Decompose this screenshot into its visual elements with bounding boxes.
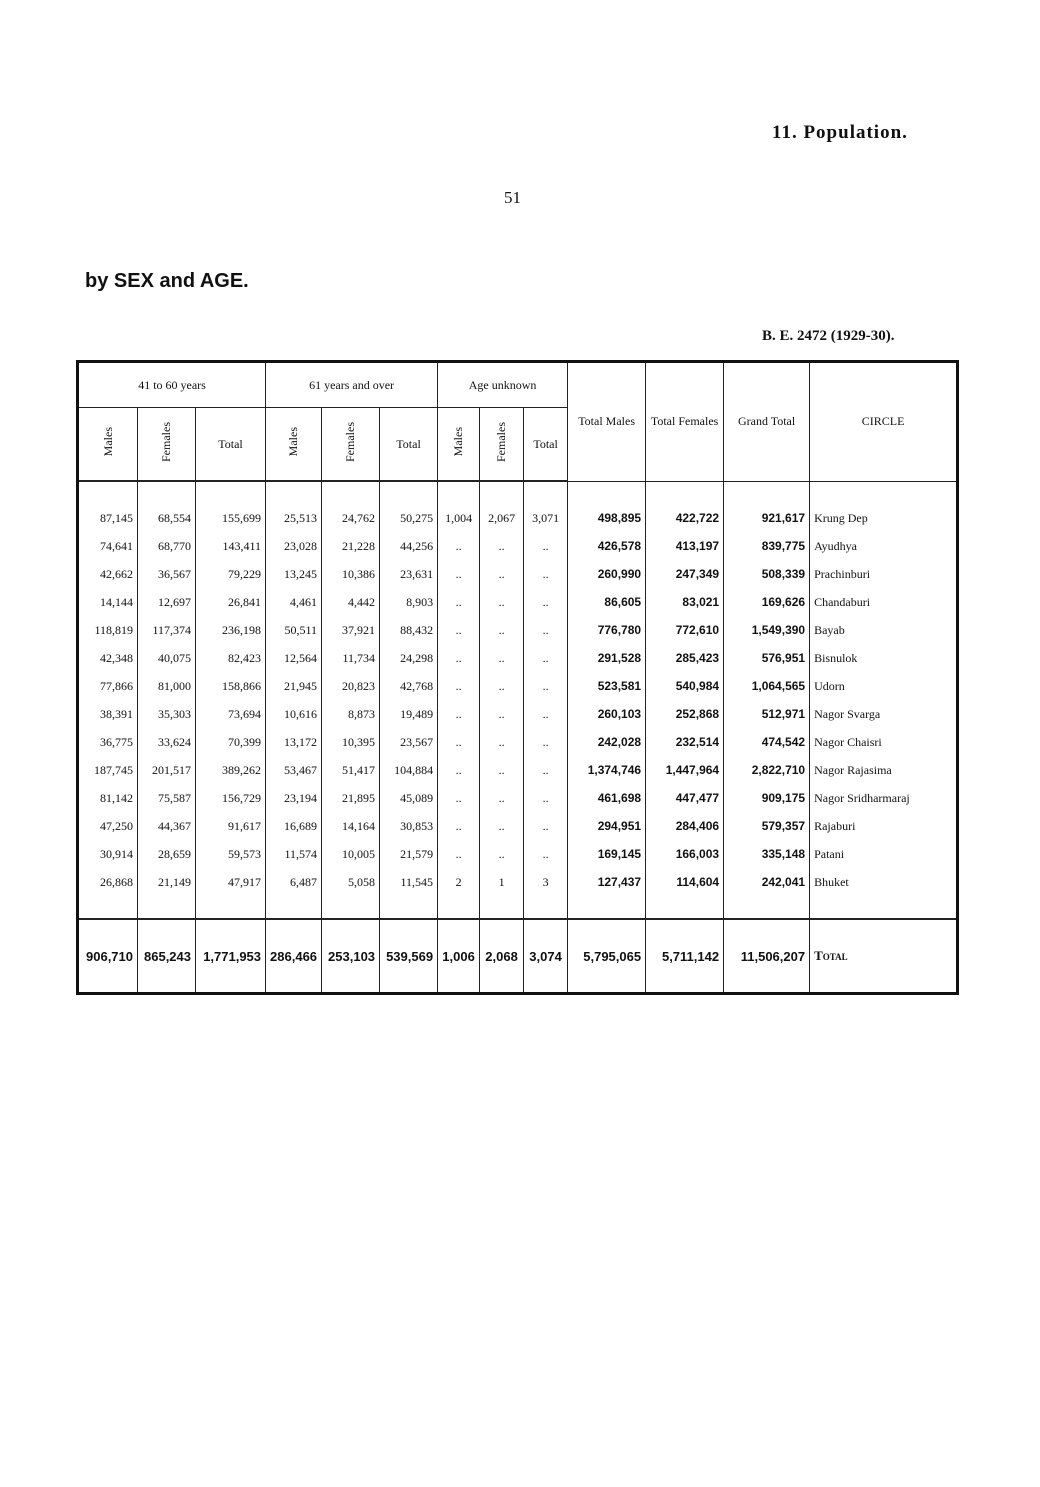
cell-t61: 30,853: [380, 812, 438, 840]
cell-t61: 23,631: [380, 560, 438, 588]
cell-mu: ..: [438, 532, 480, 560]
population-table: [76, 360, 959, 995]
group-header-row: [78, 362, 958, 408]
cell-circle: Udorn: [810, 672, 958, 700]
cell-tf: 540,984: [646, 672, 724, 700]
total-row: [78, 919, 958, 994]
table-row: [78, 644, 958, 672]
cell-f41: 36,567: [138, 560, 196, 588]
table-row: [78, 588, 958, 616]
cell-fu: ..: [480, 644, 524, 672]
cell-tu: ..: [524, 672, 568, 700]
table-row: [78, 840, 958, 868]
cell-m41: 118,819: [78, 616, 138, 644]
cell-gt: 512,971: [724, 700, 810, 728]
cell-m61: 11,574: [266, 840, 322, 868]
cell-tu: ..: [524, 812, 568, 840]
cell-m61: 23,028: [266, 532, 322, 560]
cell-f61: 8,873: [322, 700, 380, 728]
cell-m61: 13,172: [266, 728, 322, 756]
subheader-females: Females: [494, 422, 509, 462]
cell-f61: 10,005: [322, 840, 380, 868]
cell-mu: ..: [438, 616, 480, 644]
cell-tu: ..: [524, 532, 568, 560]
cell-m41: 30,914: [78, 840, 138, 868]
cell-tu: 3,074: [524, 919, 568, 994]
table-row: [78, 756, 958, 784]
cell-mu: ..: [438, 728, 480, 756]
cell-f41: 33,624: [138, 728, 196, 756]
cell-tf: 284,406: [646, 812, 724, 840]
cell-f41: 68,554: [138, 504, 196, 532]
cell-t61: 11,545: [380, 868, 438, 896]
cell-circle: Nagor Rajasima: [810, 756, 958, 784]
cell-m41: 14,144: [78, 588, 138, 616]
cell-gt: 1,549,390: [724, 616, 810, 644]
cell-tu: ..: [524, 588, 568, 616]
cell-t61: 19,489: [380, 700, 438, 728]
cell-gt: 1,064,565: [724, 672, 810, 700]
cell-m61: 6,487: [266, 868, 322, 896]
cell-t61: 44,256: [380, 532, 438, 560]
cell-f61: 24,762: [322, 504, 380, 532]
cell-t41: 158,866: [196, 672, 266, 700]
cell-t41: 79,229: [196, 560, 266, 588]
cell-m61: 16,689: [266, 812, 322, 840]
cell-tm: 523,581: [568, 672, 646, 700]
cell-mu: ..: [438, 784, 480, 812]
cell-t41: 155,699: [196, 504, 266, 532]
cell-tf: 114,604: [646, 868, 724, 896]
cell-tu: ..: [524, 644, 568, 672]
cell-t61: 24,298: [380, 644, 438, 672]
cell-fu: 1: [480, 868, 524, 896]
cell-f61: 253,103: [322, 919, 380, 994]
cell-t41: 143,411: [196, 532, 266, 560]
cell-f61: 11,734: [322, 644, 380, 672]
section-title: 11. Population.: [772, 122, 908, 143]
cell-gt: 474,542: [724, 728, 810, 756]
cell-t41: 73,694: [196, 700, 266, 728]
cell-mu: ..: [438, 700, 480, 728]
cell-fu: ..: [480, 812, 524, 840]
spacer-row: [78, 481, 958, 504]
group-header-41-60: 41 to 60 years: [78, 362, 266, 408]
cell-tf: 1,447,964: [646, 756, 724, 784]
cell-gt: 11,506,207: [724, 919, 810, 994]
table-row: [78, 504, 958, 532]
cell-m61: 10,616: [266, 700, 322, 728]
cell-t61: 539,569: [380, 919, 438, 994]
cell-t61: 88,432: [380, 616, 438, 644]
cell-t61: 50,275: [380, 504, 438, 532]
cell-fu: ..: [480, 560, 524, 588]
cell-tu: ..: [524, 700, 568, 728]
cell-m61: 21,945: [266, 672, 322, 700]
cell-circle: Nagor Chaisri: [810, 728, 958, 756]
cell-m41: 47,250: [78, 812, 138, 840]
cell-f61: 51,417: [322, 756, 380, 784]
cell-mu: 2: [438, 868, 480, 896]
subheader-total: Total: [524, 408, 568, 482]
era-label: B. E. 2472 (1929-30).: [762, 328, 895, 344]
cell-mu: 1,004: [438, 504, 480, 532]
cell-gt: 576,951: [724, 644, 810, 672]
cell-tm: 127,437: [568, 868, 646, 896]
cell-t41: 70,399: [196, 728, 266, 756]
cell-m61: 12,564: [266, 644, 322, 672]
cell-gt: 921,617: [724, 504, 810, 532]
cell-f41: 117,374: [138, 616, 196, 644]
cell-fu: ..: [480, 532, 524, 560]
cell-tu: ..: [524, 728, 568, 756]
cell-m41: 36,775: [78, 728, 138, 756]
cell-tf: 252,868: [646, 700, 724, 728]
cell-tu: ..: [524, 756, 568, 784]
cell-t41: 389,262: [196, 756, 266, 784]
cell-circle: Rajaburi: [810, 812, 958, 840]
table-row: [78, 616, 958, 644]
cell-circle: Nagor Sridharmaraj: [810, 784, 958, 812]
cell-f61: 10,395: [322, 728, 380, 756]
cell-m41: 26,868: [78, 868, 138, 896]
cell-tm: 461,698: [568, 784, 646, 812]
cell-gt: 508,339: [724, 560, 810, 588]
cell-circle: Ayudhya: [810, 532, 958, 560]
cell-m61: 286,466: [266, 919, 322, 994]
cell-f61: 37,921: [322, 616, 380, 644]
cell-t61: 8,903: [380, 588, 438, 616]
table-row: [78, 868, 958, 896]
cell-fu: 2,068: [480, 919, 524, 994]
subheader-total: Total: [196, 408, 266, 482]
cell-mu: ..: [438, 588, 480, 616]
cell-tf: 447,477: [646, 784, 724, 812]
cell-mu: ..: [438, 812, 480, 840]
cell-m41: 42,348: [78, 644, 138, 672]
page-number: 51: [504, 188, 521, 207]
cell-tm: 498,895: [568, 504, 646, 532]
cell-fu: ..: [480, 700, 524, 728]
cell-circle: Bhuket: [810, 868, 958, 896]
cell-fu: ..: [480, 784, 524, 812]
cell-t41: 26,841: [196, 588, 266, 616]
cell-tm: 291,528: [568, 644, 646, 672]
cell-f41: 865,243: [138, 919, 196, 994]
cell-f61: 21,895: [322, 784, 380, 812]
cell-tf: 232,514: [646, 728, 724, 756]
cell-fu: 2,067: [480, 504, 524, 532]
cell-f41: 35,303: [138, 700, 196, 728]
cell-gt: 909,175: [724, 784, 810, 812]
cell-mu: ..: [438, 644, 480, 672]
cell-tf: 166,003: [646, 840, 724, 868]
header-grand-total: Grand Total: [724, 362, 810, 482]
cell-f41: 81,000: [138, 672, 196, 700]
group-header-61-over: 61 years and over: [266, 362, 438, 408]
cell-m61: 23,194: [266, 784, 322, 812]
cell-f41: 28,659: [138, 840, 196, 868]
cell-tm: 260,990: [568, 560, 646, 588]
cell-f41: 12,697: [138, 588, 196, 616]
cell-circle: Bayab: [810, 616, 958, 644]
cell-f41: 21,149: [138, 868, 196, 896]
cell-f41: 201,517: [138, 756, 196, 784]
cell-m61: 53,467: [266, 756, 322, 784]
cell-m41: 87,145: [78, 504, 138, 532]
cell-mu: ..: [438, 756, 480, 784]
cell-tf: 247,349: [646, 560, 724, 588]
cell-f41: 44,367: [138, 812, 196, 840]
cell-mu: 1,006: [438, 919, 480, 994]
cell-tf: 413,197: [646, 532, 724, 560]
cell-t41: 1,771,953: [196, 919, 266, 994]
cell-gt: 2,822,710: [724, 756, 810, 784]
cell-f61: 5,058: [322, 868, 380, 896]
header-total-females: Total Females: [646, 362, 724, 482]
cell-t41: 91,617: [196, 812, 266, 840]
table-row: [78, 812, 958, 840]
cell-tm: 260,103: [568, 700, 646, 728]
cell-tf: 285,423: [646, 644, 724, 672]
cell-f61: 20,823: [322, 672, 380, 700]
cell-mu: ..: [438, 840, 480, 868]
cell-t41: 156,729: [196, 784, 266, 812]
cell-tf: 422,722: [646, 504, 724, 532]
cell-tf: 5,711,142: [646, 919, 724, 994]
cell-fu: ..: [480, 728, 524, 756]
header-total-males: Total Males: [568, 362, 646, 482]
cell-gt: 169,626: [724, 588, 810, 616]
subheader-females: Females: [159, 422, 173, 462]
cell-m41: 74,641: [78, 532, 138, 560]
cell-tf: 772,610: [646, 616, 724, 644]
table-subtitle: by SEX and AGE.: [85, 270, 249, 292]
table-row: [78, 560, 958, 588]
cell-tu: ..: [524, 560, 568, 588]
cell-t61: 45,089: [380, 784, 438, 812]
cell-gt: 242,041: [724, 868, 810, 896]
cell-f61: 21,228: [322, 532, 380, 560]
cell-tm: 294,951: [568, 812, 646, 840]
cell-circle: Total: [810, 919, 958, 994]
cell-f41: 75,587: [138, 784, 196, 812]
cell-fu: ..: [480, 588, 524, 616]
cell-tm: 242,028: [568, 728, 646, 756]
table-row: [78, 728, 958, 756]
cell-tu: 3: [524, 868, 568, 896]
cell-f61: 10,386: [322, 560, 380, 588]
spacer-row: [78, 896, 958, 919]
table-row: [78, 672, 958, 700]
cell-fu: ..: [480, 756, 524, 784]
cell-mu: ..: [438, 672, 480, 700]
cell-t61: 104,884: [380, 756, 438, 784]
subheader-females: Females: [343, 422, 358, 462]
cell-tu: ..: [524, 616, 568, 644]
subheader-males: Males: [100, 427, 115, 457]
cell-tm: 426,578: [568, 532, 646, 560]
subheader-total: Total: [380, 408, 438, 482]
cell-m61: 4,461: [266, 588, 322, 616]
table-row: [78, 784, 958, 812]
cell-f61: 4,442: [322, 588, 380, 616]
cell-t61: 42,768: [380, 672, 438, 700]
cell-f41: 68,770: [138, 532, 196, 560]
cell-circle: Nagor Svarga: [810, 700, 958, 728]
cell-t61: 23,567: [380, 728, 438, 756]
cell-m41: 42,662: [78, 560, 138, 588]
cell-circle: Patani: [810, 840, 958, 868]
cell-fu: ..: [480, 616, 524, 644]
cell-tu: ..: [524, 840, 568, 868]
cell-tu: ..: [524, 784, 568, 812]
cell-f61: 14,164: [322, 812, 380, 840]
table-body: [78, 481, 958, 994]
cell-t41: 47,917: [196, 868, 266, 896]
cell-t61: 21,579: [380, 840, 438, 868]
table-row: [78, 532, 958, 560]
subheader-males: Males: [451, 427, 466, 457]
cell-tf: 83,021: [646, 588, 724, 616]
cell-tu: 3,071: [524, 504, 568, 532]
cell-gt: 335,148: [724, 840, 810, 868]
cell-fu: ..: [480, 840, 524, 868]
cell-circle: Bisnulok: [810, 644, 958, 672]
cell-m61: 25,513: [266, 504, 322, 532]
cell-circle: Krung Dep: [810, 504, 958, 532]
header-circle: CIRCLE: [810, 362, 958, 482]
cell-m41: 77,866: [78, 672, 138, 700]
cell-tm: 776,780: [568, 616, 646, 644]
cell-circle: Chandaburi: [810, 588, 958, 616]
group-header-age-unknown: Age unknown: [438, 362, 568, 408]
cell-tm: 5,795,065: [568, 919, 646, 994]
cell-m41: 38,391: [78, 700, 138, 728]
cell-m41: 906,710: [78, 919, 138, 994]
cell-m61: 13,245: [266, 560, 322, 588]
cell-t41: 59,573: [196, 840, 266, 868]
cell-fu: ..: [480, 672, 524, 700]
cell-f41: 40,075: [138, 644, 196, 672]
cell-m41: 187,745: [78, 756, 138, 784]
cell-circle: Prachinburi: [810, 560, 958, 588]
cell-gt: 839,775: [724, 532, 810, 560]
table-row: [78, 700, 958, 728]
cell-mu: ..: [438, 560, 480, 588]
cell-tm: 1,374,746: [568, 756, 646, 784]
cell-m61: 50,511: [266, 616, 322, 644]
cell-m41: 81,142: [78, 784, 138, 812]
subheader-males: Males: [286, 427, 301, 457]
cell-tm: 86,605: [568, 588, 646, 616]
cell-gt: 579,357: [724, 812, 810, 840]
cell-tm: 169,145: [568, 840, 646, 868]
cell-t41: 82,423: [196, 644, 266, 672]
cell-t41: 236,198: [196, 616, 266, 644]
